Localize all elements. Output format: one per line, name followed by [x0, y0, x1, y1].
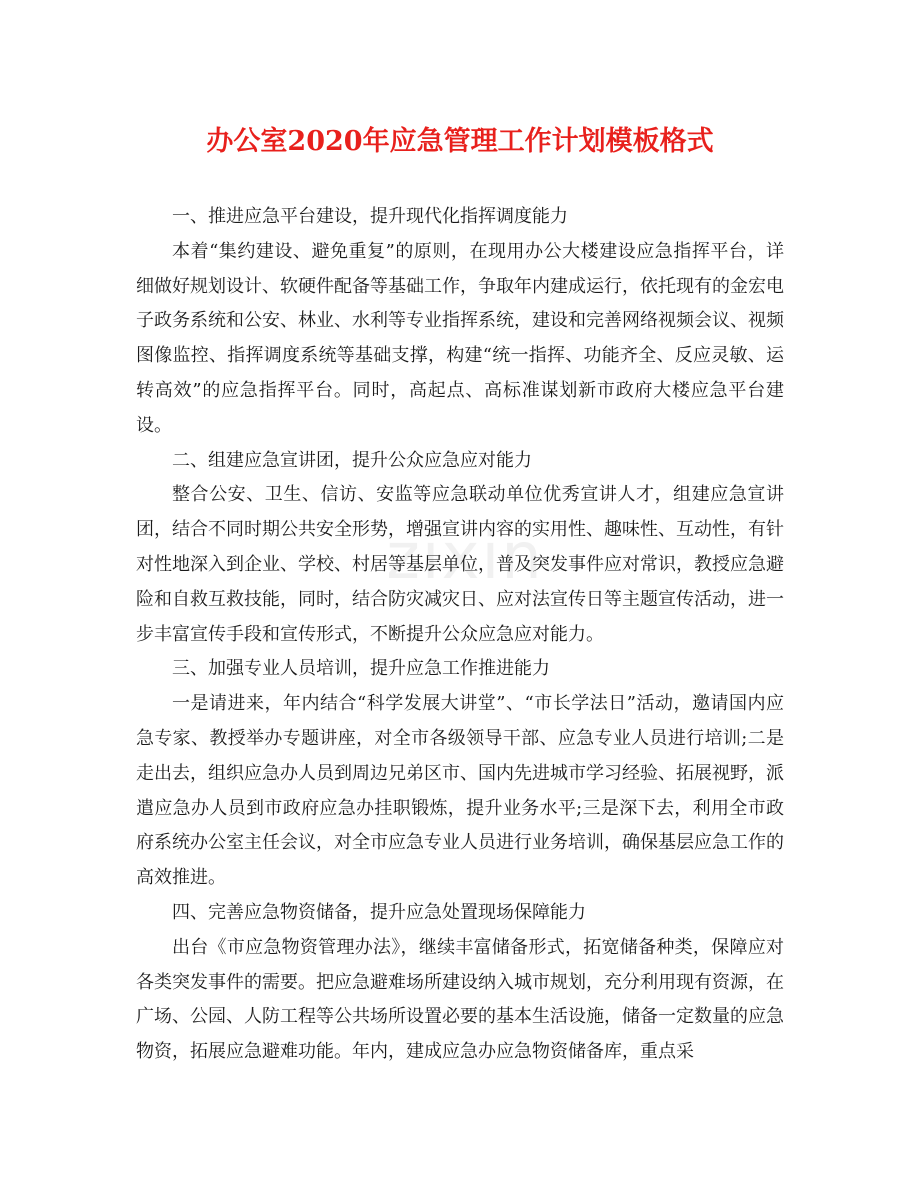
section-heading-3: 三、加强专业人员培训，提升应急工作推进能力 — [172, 658, 550, 680]
section-heading-1: 一、推进应急平台建设，提升现代化指挥调度能力 — [172, 206, 568, 227]
document-body — [136, 200, 784, 1070]
section-paragraph-2: 整合公安、卫生、信访、安监等应急联动单位优秀宣讲人才，组建应急宣讲团，结合不同时期公共安全形势，增强宣讲内容的实用性、趣味性、互动性，有针对性地深入到企业、学校、村居等基层单位，普及突发事件应对常识，教授应急避险和自救互救技能，同时，结合防灾减灾日、应对法宣传日等主题宣传活动，进一步丰富宣传手段和宣传形式，不断提升公众应急应对能力。 — [136, 484, 784, 645]
section-paragraph-4: 出台《市应急物资管理办法》，继续丰富储备形式，拓宽储备种类，保障应对各类突发事件的需要。把应急避难场所建设纳入城市规划，充分利用现有资源，在广场、公园、人防工程等公共场所设置必要的基本生活设施，储备一定数量的应急物资，拓展应急避难功能。年内，建成应急办应急物资储备库，重点采 — [136, 936, 784, 1063]
section-heading-4: 四、完善应急物资储备，提升应急处置现场保障能力 — [172, 901, 586, 923]
section-paragraph-3: 一是请进来，年内结合“科学发展大讲堂”、“市长学法日”活动，邀请国内应急专家、教授举办专题讲座，对全市各级领导干部、应急专业人员进行培训;二是走出去，组织应急办人员到周边兄弟区市、国内先进城市学习经验、拓展视野，派遣应急办人员到市政府应急办挂职锻炼，提升业务水平;三是深下去，利用全市政府系统办公室主任会议，对全市应急专业人员进行业务培训，确保基层应急工作的高效推进。 — [136, 693, 784, 889]
watermark: zixin — [386, 520, 544, 594]
section-heading-2: 二、组建应急宣讲团，提升公众应急应对能力 — [172, 449, 532, 471]
document-title: 办公室2020年应急管理工作计划模板格式 — [206, 126, 714, 157]
section-paragraph-1: 本着“集约建设、避免重复”的原则，在现用办公大楼建设应急指挥平台，详细做好规划设计、软硬件配备等基础工作，争取年内建成运行，依托现有的金宏电子政务系统和公安、林业、水利等专业指挥系统，建设和完善网络视频会议、视频图像监控、指挥调度系统等基础支撑，构建“统一指挥、功能齐全、反应灵敏、运转高效”的应急指挥平台。同时，高起点、高标准谋划新市政府大楼应急平台建设。 — [136, 240, 784, 436]
